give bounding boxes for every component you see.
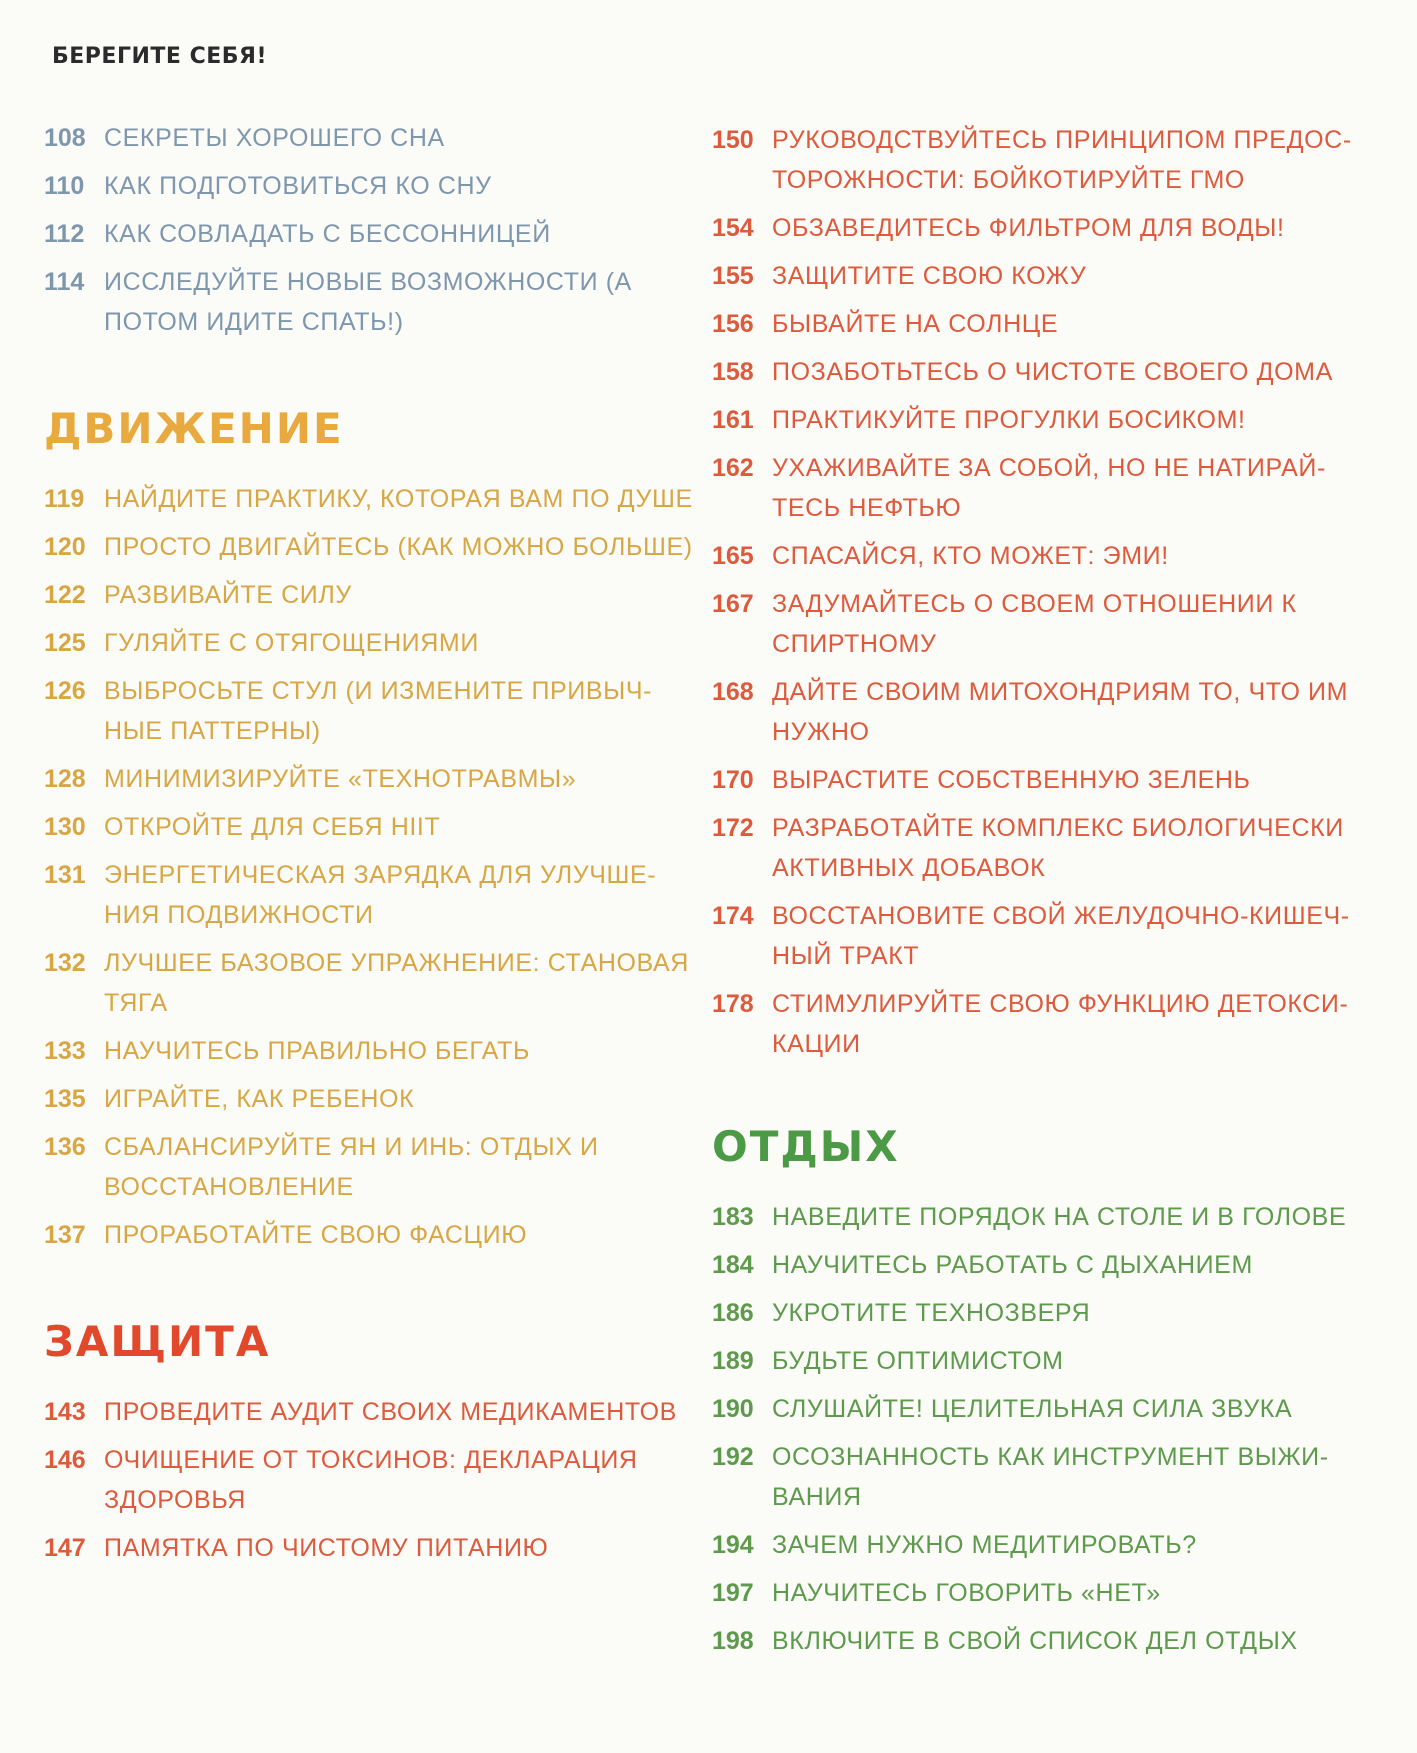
toc-entry — [712, 672, 1372, 752]
toc-entry-title: СПАСАЙСЯ, КТО МОЖЕТ: ЭМИ! — [772, 542, 1169, 570]
rest-entries — [712, 1197, 1372, 1661]
toc-entry-title: КАК ПОДГОТОВИТЬСЯ КО СНУ — [104, 172, 492, 200]
toc-page-number: 170 — [712, 766, 754, 794]
toc-entry — [44, 527, 704, 567]
toc-entry-title: ОБЗАВЕДИТЕСЬ ФИЛЬТРОМ ДЛЯ ВОДЫ! — [772, 214, 1285, 242]
toc-entry-title: БУДЬТЕ ОПТИМИСТОМ — [772, 1347, 1064, 1375]
toc-entry — [44, 166, 704, 206]
sleep-entries — [44, 118, 704, 342]
toc-entry — [712, 896, 1372, 976]
toc-entry-title: ПАМЯТКА ПО ЧИСТОМУ ПИТАНИЮ — [104, 1534, 549, 1562]
toc-entry — [712, 352, 1372, 392]
toc-entry — [44, 118, 704, 158]
toc-entry — [712, 1197, 1372, 1237]
section-title-movement: ДВИЖЕНИЕ — [44, 404, 344, 453]
toc-entry — [44, 1127, 704, 1207]
toc-page-number: 110 — [44, 172, 85, 200]
toc-entry-title: КАК СОВЛАДАТЬ С БЕССОННИЦЕЙ — [104, 220, 551, 248]
toc-entry-title: ВОССТАНОВИТЕ СВОЙ ЖЕЛУДОЧНО-КИШЕЧ-НЫЙ ТРАКТ — [772, 902, 1350, 970]
toc-page-number: 155 — [712, 262, 754, 290]
toc-page-number: 131 — [44, 861, 86, 889]
toc-page-number: 108 — [44, 124, 86, 152]
toc-entry-title: СЛУШАЙТЕ! ЦЕЛИТЕЛЬНАЯ СИЛА ЗВУКА — [772, 1395, 1293, 1423]
toc-entry — [712, 1525, 1372, 1565]
toc-entry-title: МИНИМИЗИРУЙТЕ «ТЕХНОТРАВМЫ» — [104, 765, 577, 793]
toc-entry — [712, 256, 1372, 296]
toc-entry — [44, 575, 704, 615]
toc-entry-title: ЛУЧШЕЕ БАЗОВОЕ УПРАЖНЕНИЕ: СТАНОВАЯ ТЯГА — [104, 949, 689, 1017]
movement-entries — [44, 479, 704, 1255]
toc-entry-title: НАУЧИТЕСЬ РАБОТАТЬ С ДЫХАНИЕМ — [772, 1251, 1253, 1279]
toc-entry-title: ЗАДУМАЙТЕСЬ О СВОЕМ ОТНОШЕНИИ К СПИРТНОМУ — [772, 590, 1297, 658]
toc-entry-title: НАУЧИТЕСЬ ПРАВИЛЬНО БЕГАТЬ — [104, 1037, 530, 1065]
section-title-protection: ЗАЩИТА — [44, 1317, 271, 1366]
toc-page-number: 183 — [712, 1203, 754, 1231]
protection-entries — [44, 1392, 704, 1568]
toc-entry — [712, 760, 1372, 800]
left-column — [44, 118, 704, 1576]
toc-entry-title: ПРАКТИКУЙТЕ ПРОГУЛКИ БОСИКОМ! — [772, 406, 1246, 434]
toc-entry-title: РАЗВИВАЙТЕ СИЛУ — [104, 581, 352, 609]
toc-page-number: 156 — [712, 310, 754, 338]
toc-entry — [44, 1079, 704, 1119]
toc-page-number: 172 — [712, 814, 754, 842]
rest-section — [712, 1122, 1372, 1661]
toc-page-number: 174 — [712, 902, 754, 930]
toc-page-number: 161 — [712, 406, 754, 434]
toc-entry-title: ОТКРОЙТЕ ДЛЯ СЕБЯ HIIT — [104, 813, 441, 841]
toc-entry — [712, 1389, 1372, 1429]
toc-entry — [44, 1440, 704, 1520]
toc-page-number: 147 — [44, 1534, 86, 1562]
toc-entry-title: ОЧИЩЕНИЕ ОТ ТОКСИНОВ: ДЕКЛАРАЦИЯ ЗДОРОВЬЯ — [104, 1446, 638, 1514]
toc-page-number: 190 — [712, 1395, 754, 1423]
toc-entry-title: ПРОРАБОТАЙТЕ СВОЮ ФАСЦИЮ — [104, 1221, 528, 1249]
toc-entry-title: ИГРАЙТЕ, КАК РЕБЕНОК — [104, 1085, 415, 1113]
toc-page-number: 158 — [712, 358, 754, 386]
toc-entry — [44, 1031, 704, 1071]
toc-entry — [712, 1293, 1372, 1333]
toc-page-number: 178 — [712, 990, 754, 1018]
toc-page-number: 168 — [712, 678, 754, 706]
toc-page-number: 192 — [712, 1443, 754, 1471]
toc-entry — [712, 536, 1372, 576]
toc-page-number: 130 — [44, 813, 86, 841]
toc-entry-title: РУКОВОДСТВУЙТЕСЬ ПРИНЦИПОМ ПРЕДОС-ТОРОЖНОСТИ: БОЙКОТИРУЙТЕ ГМО — [772, 126, 1352, 194]
toc-entry-title: ЗАЩИТИТЕ СВОЮ КОЖУ — [772, 262, 1087, 290]
toc-page-number: 135 — [44, 1085, 86, 1113]
toc-entry-title: НАВЕДИТЕ ПОРЯДОК НА СТОЛЕ И В ГОЛОВЕ — [772, 1203, 1347, 1231]
toc-page-number: 120 — [44, 533, 86, 561]
toc-entry-title: ГУЛЯЙТЕ С ОТЯГОЩЕНИЯМИ — [104, 629, 479, 657]
section-title-rest: ОТДЫХ — [712, 1122, 900, 1171]
toc-page-number: 186 — [712, 1299, 754, 1327]
toc-entry — [712, 1573, 1372, 1613]
toc-entry — [712, 304, 1372, 344]
toc-entry — [712, 448, 1372, 528]
toc-page-number: 154 — [712, 214, 754, 242]
toc-page-number: 165 — [712, 542, 754, 570]
toc-entry — [44, 671, 704, 751]
toc-entry — [712, 208, 1372, 248]
toc-page-number: 128 — [44, 765, 86, 793]
toc-page-number: 197 — [712, 1579, 754, 1607]
toc-entry-title: СЕКРЕТЫ ХОРОШЕГО СНА — [104, 124, 445, 152]
toc-page-number: 126 — [44, 677, 86, 705]
toc-entry-title: ВКЛЮЧИТЕ В СВОЙ СПИСОК ДЕЛ ОТДЫХ — [772, 1627, 1298, 1655]
toc-entry — [44, 1528, 704, 1568]
toc-page-number: 194 — [712, 1531, 754, 1559]
toc-page-number: 133 — [44, 1037, 86, 1065]
running-head: БЕРЕГИТЕ СЕБЯ! — [52, 44, 267, 69]
toc-entry — [712, 1437, 1372, 1517]
toc-entry — [712, 120, 1372, 200]
toc-entry — [44, 1392, 704, 1432]
right-column — [712, 120, 1372, 1669]
toc-entry — [712, 584, 1372, 664]
toc-entry-title: УХАЖИВАЙТЕ ЗА СОБОЙ, НО НЕ НАТИРАЙ-ТЕСЬ НЕФТЬЮ — [772, 454, 1326, 522]
toc-page-number: 162 — [712, 454, 754, 482]
toc-entry-title: СБАЛАНСИРУЙТЕ ЯН И ИНЬ: ОТДЫХ И ВОССТАНОВЛЕНИЕ — [104, 1133, 599, 1201]
toc-entry-title: ИССЛЕДУЙТЕ НОВЫЕ ВОЗМОЖНОСТИ (А ПОТОМ ИДИТЕ СПАТЬ!) — [104, 268, 632, 336]
toc-page-number: 143 — [44, 1398, 86, 1426]
toc-page-number: 119 — [44, 485, 85, 513]
toc-entry — [712, 1245, 1372, 1285]
toc-entry — [44, 759, 704, 799]
toc-entry-title: ПРОСТО ДВИГАЙТЕСЬ (КАК МОЖНО БОЛЬШЕ) — [104, 533, 693, 561]
toc-page-number: 112 — [44, 220, 85, 248]
toc-entry — [44, 855, 704, 935]
toc-entry-title: РАЗРАБОТАЙТЕ КОМПЛЕКС БИОЛОГИЧЕСКИ АКТИВНЫХ ДОБАВОК — [772, 814, 1344, 882]
toc-entry-title: ОСОЗНАННОСТЬ КАК ИНСТРУМЕНТ ВЫЖИ-ВАНИЯ — [772, 1443, 1329, 1511]
toc-page-number: 122 — [44, 581, 86, 609]
toc-entry-title: НАУЧИТЕСЬ ГОВОРИТЬ «НЕТ» — [772, 1579, 1161, 1607]
toc-page-number: 114 — [44, 268, 85, 296]
sleep-section — [44, 118, 704, 342]
toc-entry — [44, 1215, 704, 1255]
toc-entry — [44, 623, 704, 663]
toc-page-number: 150 — [712, 126, 754, 154]
toc-page-number: 189 — [712, 1347, 754, 1375]
toc-page-number: 136 — [44, 1133, 86, 1161]
toc-page-number: 167 — [712, 590, 754, 618]
toc-page-number: 137 — [44, 1221, 86, 1249]
toc-entry-title: ДАЙТЕ СВОИМ МИТОХОНДРИЯМ ТО, ЧТО ИМ НУЖНО — [772, 678, 1349, 746]
toc-entry — [44, 214, 704, 254]
toc-entry — [712, 984, 1372, 1064]
toc-entry — [712, 400, 1372, 440]
toc-entry — [712, 808, 1372, 888]
toc-entry-title: ПОЗАБОТЬТЕСЬ О ЧИСТОТЕ СВОЕГО ДОМА — [772, 358, 1333, 386]
toc-page-number: 198 — [712, 1627, 754, 1655]
toc-entry-title: НАЙДИТЕ ПРАКТИКУ, КОТОРАЯ ВАМ ПО ДУШЕ — [104, 485, 693, 513]
movement-section — [44, 404, 704, 1255]
toc-entry — [44, 262, 704, 342]
toc-entry — [44, 807, 704, 847]
toc-page-number: 132 — [44, 949, 86, 977]
toc-entry-title: ВЫРАСТИТЕ СОБСТВЕННУЮ ЗЕЛЕНЬ — [772, 766, 1251, 794]
toc-page-number: 146 — [44, 1446, 86, 1474]
toc-entry-title: ВЫБРОСЬТЕ СТУЛ (И ИЗМЕНИТЕ ПРИВЫЧ-НЫЕ ПАТТЕРНЫ) — [104, 677, 653, 745]
protection-entries-continued — [712, 120, 1372, 1064]
toc-entry — [44, 479, 704, 519]
toc-entry — [712, 1341, 1372, 1381]
toc-entry-title: ЭНЕРГЕТИЧЕСКАЯ ЗАРЯДКА ДЛЯ УЛУЧШЕ-НИЯ ПОДВИЖНОСТИ — [104, 861, 657, 929]
toc-entry-title: ПРОВЕДИТЕ АУДИТ СВОИХ МЕДИКАМЕНТОВ — [104, 1398, 677, 1426]
protection-section — [44, 1317, 704, 1568]
toc-entry-title: БЫВАЙТЕ НА СОЛНЦЕ — [772, 310, 1059, 338]
toc-page-number: 184 — [712, 1251, 754, 1279]
toc-entry — [44, 943, 704, 1023]
protection-section-continued — [712, 120, 1372, 1064]
toc-entry-title: УКРОТИТЕ ТЕХНОЗВЕРЯ — [772, 1299, 1091, 1327]
toc-entry-title: ЗАЧЕМ НУЖНО МЕДИТИРОВАТЬ? — [772, 1531, 1197, 1559]
toc-page-number: 125 — [44, 629, 86, 657]
toc-entry — [712, 1621, 1372, 1661]
toc-entry-title: СТИМУЛИРУЙТЕ СВОЮ ФУНКЦИЮ ДЕТОКСИ-КАЦИИ — [772, 990, 1349, 1058]
